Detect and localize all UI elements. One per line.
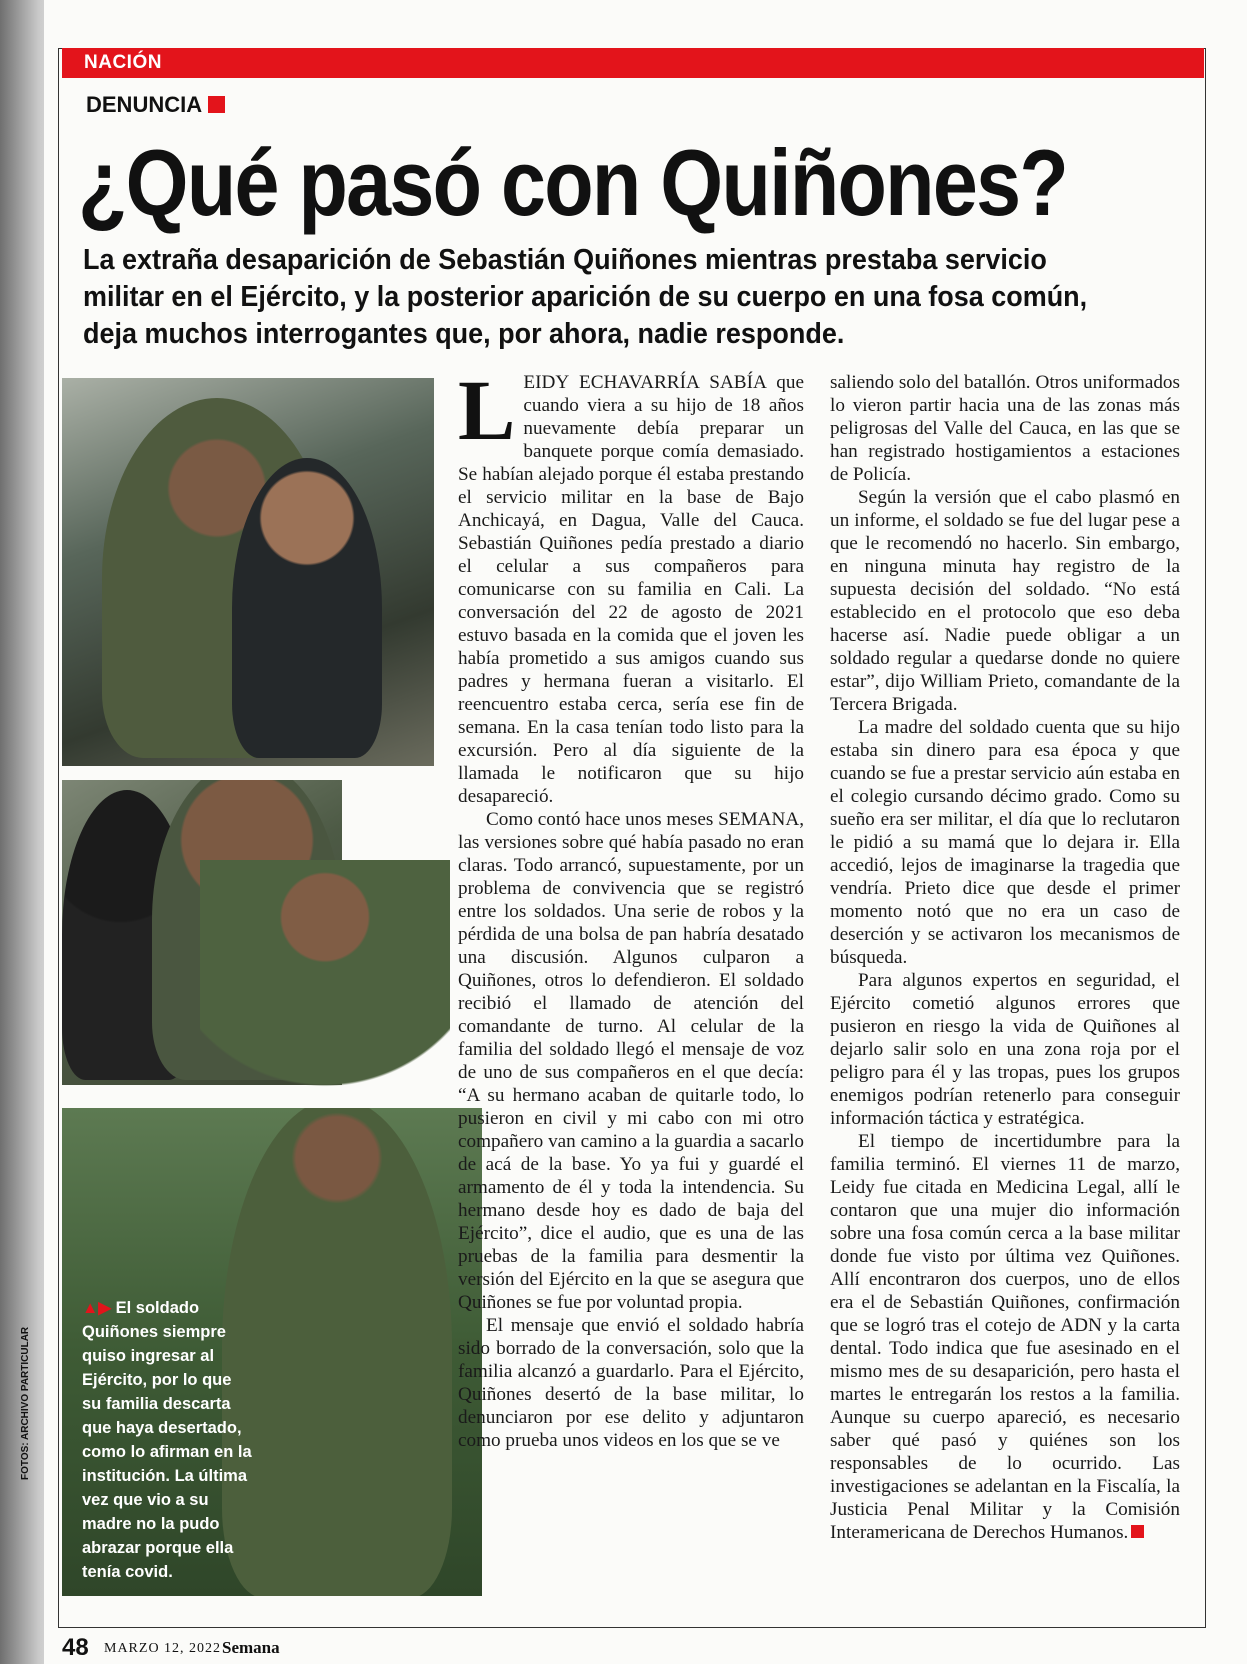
drop-cap: L [458, 362, 516, 458]
kicker-square-icon [208, 96, 225, 113]
paragraph: EIDY ECHAVARRÍA SABÍA que cuando viera a su hijo de 18 años nuevamente debía preparar un banquete porque comía demasiado. Se habían alejado porque él estaba prestando el servicio militar en la base de Bajo Anchicayá, en Dagua, Valle del Cauca. Sebastián Quiñones pedía prestado a diario el celular a sus compañeros para comunicarse con su familia en Cali. La conversación del 22 de agosto de 2021 estuvo basada en la comida que el joven les había prometido a sus amigos cuando sus padres y hermana fueran a visitarlo. El reencuentro estaba cerca, sería ese fin de semana. En la casa tenían todo listo para la excursión. Pero al día siguiente de la llamada le notificaron que su hijo desapareció. [458, 372, 804, 807]
headline: ¿Qué pasó con Quiñones? [78, 130, 1067, 235]
paragraph: Según la versión que el cabo plasmó en un informe, el soldado se fue del lugar pese a que le recomendó no hacerlo. Sin embargo, en ninguna minuta hay registro de la supuesta decisión del soldado. “No está establecido en el protocolo que eso deba hacerse así. Nadie puede obligar a un soldado regular a quedarse donde no quiere estar”, dijo William Prieto, comandante de la Tercera Brigada. [830, 487, 1180, 715]
paragraph [830, 1130, 1180, 1544]
deck: La extraña desaparición de Sebastián Quiñones mientras prestaba servicio militar en el Ejército, y la posterior aparición de su cuerpo en una fosa común, deja muchos interrogantes que, por ahora, nadie responde. [83, 244, 1088, 350]
paragraph: saliendo solo del batallón. Otros uniformados lo vieron partir hacia una de las zonas más peligrosas del Valle del Cauca, en las que se han registrado hostigamientos a estaciones de Policía. [830, 372, 1180, 485]
photo-credit: FOTOS: ARCHIVO PARTICULAR [20, 1326, 31, 1480]
rifle-soldier-figure [222, 1108, 452, 1596]
kicker-label: DENUNCIA [86, 92, 203, 117]
page-number: 48 [62, 1634, 89, 1661]
column-3 [830, 371, 1180, 1544]
magazine-name: Semana [222, 1638, 280, 1657]
mother-figure [232, 458, 382, 758]
paragraph: La madre del soldado cuenta que su hijo estaba sin dinero para esa época y que cuando se fue a prestar servicio aún estaba en el colegio cursando décimo grado. Como su sueño era ser militar, el día que lo reclutaron le pidió a su mamá que lo dejara ir. Ella accedió, lejos de imaginarse la tragedia que vendría. Prieto dice que desde el primer momento notó que no era un caso de deserción y se activaron los mecanismos de búsqueda. [830, 717, 1180, 968]
section-bar [62, 48, 1204, 78]
section-label: NACIÓN [84, 52, 162, 73]
paragraph-text: El tiempo de incertidumbre para la familia terminó. El viernes 11 de marzo, Leidy fue citada en Medicina Legal, allí le contaron que una mujer dio información sobre una fosa común cerca a la base militar donde fue visto por última vez Quiñones. Allí encontraron dos cuerpos, uno de ellos era el de Sebastián Quiñones, confirmación que se logró tras el cotejo de ADN y la carta dental. Todo indica que fue asesinado en el mismo mes de su desaparición, pero hasta el martes le entregarán los restos a la familia. Aunque su cuerpo apareció, es necesario saber qué pasó y quiénes son los responsables de lo ocurrido. Las investigaciones se adelantan en la Fiscalía, la Justicia Penal Militar y la Comisión Interamericana de Derechos Humanos. [830, 1131, 1180, 1543]
issue-date: MARZO 12, 2022 [104, 1641, 222, 1656]
end-mark-icon [1131, 1525, 1144, 1538]
paragraph: El mensaje que envió el soldado habría sido borrado de la conversación, solo que la familia alcanzó a guardarlo. Para el Ejército, Quiñones desertó de la base militar, lo denunciaron por ese delito y adjuntaron como prueba unos videos en los que se ve [458, 1315, 804, 1451]
caption-arrows-icon: ▲▶ [82, 1299, 112, 1317]
kicker [86, 92, 225, 118]
column-2 [458, 362, 804, 1452]
caption-text: El soldado Quiñones siempre quiso ingresar al Ejército, por lo que su familia descarta que haya desertado, como lo afirman en la institución. La última vez que vio a su madre no la pudo abrazar porque ella tenía covid. [82, 1299, 252, 1581]
photo-soldier-upper [200, 860, 450, 1120]
paragraph: Para algunos expertos en seguridad, el Ejército cometió algunos errores que pusieron en riesgo la vida de Quiñones al dejarlo salir solo en una zona roja por el peligro para él y las tropas, pues los grupos enemigos podrían retenerlo para conseguir información táctica y estratégica. [830, 970, 1180, 1129]
photo-caption [82, 1296, 252, 1584]
photo-embrace [62, 378, 434, 766]
paragraph: Como contó hace unos meses SEMANA, las versiones sobre qué había pasado no eran claras. Todo arrancó, supuestamente, por un problema de convivencia que se registró entre los soldados. Una serie de robos y la pérdida de una bolsa de pan habría desatado una discusión. Algunos culparon a Quiñones, otros lo defendieron. El soldado recibió el llamado de atención del comandante de turno. Al celular de la familia del soldado llegó el mensaje de voz de uno de sus compañeros en el que decía: “A su hermano acaban de quitarle todo, lo pusieron en civil y mi cabo con mi otro compañero van camino a la guardia a sacarlo de acá de la base. Yo ya fui y guardé el armamento de él y toda la intendencia. Su hermano desde hoy es dado de baja del Ejército”, dice el audio, que es una de las pruebas de la familia para desmentir la versión del Ejército en la que se asegura que Quiñones se fue por voluntad propia. [458, 809, 804, 1313]
